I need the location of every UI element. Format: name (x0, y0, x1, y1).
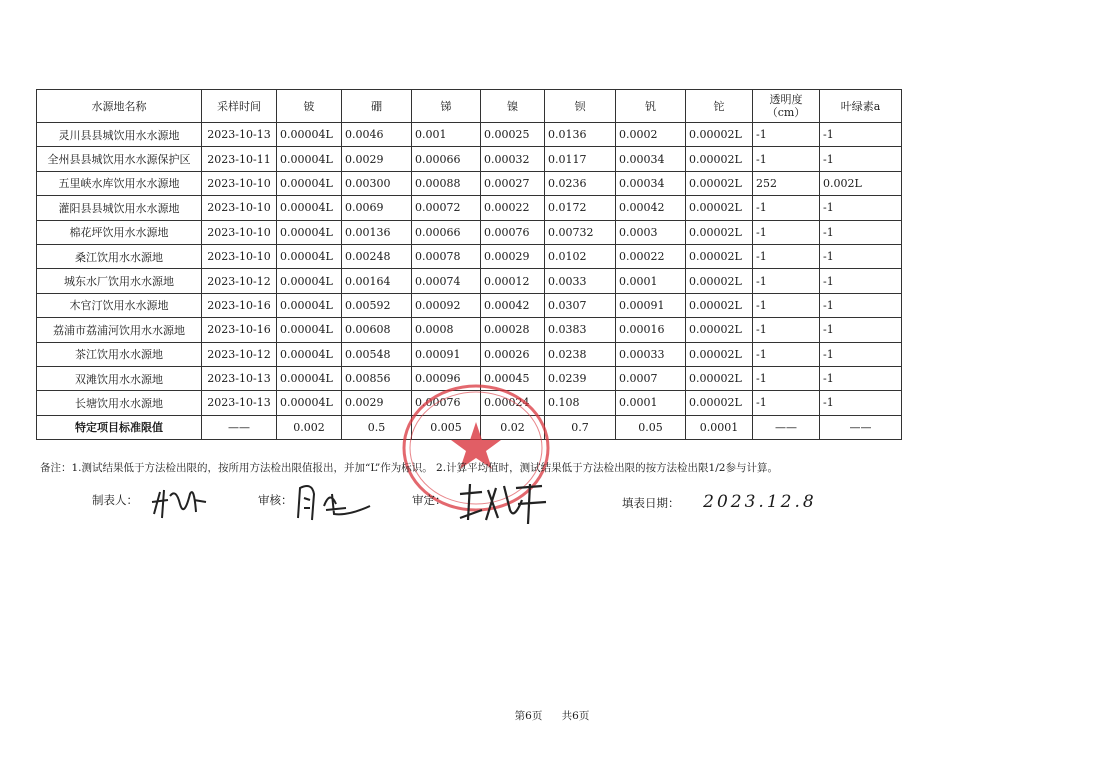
table-row (37, 147, 902, 171)
cell-tl: 0.00002L (686, 342, 753, 366)
cell-source-name: 双滩饮用水水源地 (37, 366, 202, 390)
reviewer-signature-row (258, 492, 293, 508)
cell-chlorophyll: -1 (820, 220, 902, 244)
cell-chlorophyll: -1 (820, 269, 902, 293)
cell-ni: 0.00024 (481, 391, 545, 415)
col-header-tl: 铊 (686, 90, 753, 123)
cell-transparency: -1 (753, 391, 820, 415)
cell-v: 0.00034 (616, 147, 686, 171)
date-value: 2023.12.8 (703, 492, 817, 512)
cell-v: 0.00034 (616, 171, 686, 195)
cell-source-name: 灌阳县县城饮用水水源地 (37, 196, 202, 220)
table-row (37, 269, 902, 293)
maker-signature (150, 484, 210, 524)
cell-chlorophyll: -1 (820, 244, 902, 268)
cell-tl: 0.00002L (686, 318, 753, 342)
cell-sb: 0.00088 (412, 171, 481, 195)
col-header-be: 铍 (277, 90, 342, 123)
cell-be: 0.00004L (277, 147, 342, 171)
limit-value: 0.0001 (686, 415, 753, 439)
cell-source-name: 木官汀饮用水水源地 (37, 293, 202, 317)
cell-transparency: -1 (753, 293, 820, 317)
cell-ba: 0.0307 (545, 293, 616, 317)
cell-sb: 0.00076 (412, 391, 481, 415)
cell-chlorophyll: -1 (820, 391, 902, 415)
cell-ba: 0.108 (545, 391, 616, 415)
page-number: 第6页 (514, 710, 543, 722)
table-row (37, 171, 902, 195)
cell-tl: 0.00002L (686, 293, 753, 317)
cell-chlorophyll: 0.002L (820, 171, 902, 195)
cell-be: 0.00004L (277, 293, 342, 317)
cell-be: 0.00004L (277, 171, 342, 195)
limit-value: 0.5 (342, 415, 412, 439)
cell-ba: 0.0136 (545, 123, 616, 147)
cell-tl: 0.00002L (686, 366, 753, 390)
cell-sb: 0.0008 (412, 318, 481, 342)
cell-chlorophyll: -1 (820, 196, 902, 220)
cell-be: 0.00004L (277, 318, 342, 342)
cell-sample-date: 2023-10-10 (202, 220, 277, 244)
col-header-transparency (753, 90, 820, 123)
cell-chlorophyll: -1 (820, 318, 902, 342)
cell-ni: 0.00028 (481, 318, 545, 342)
cell-sb: 0.001 (412, 123, 481, 147)
col-header-ni: 镍 (481, 90, 545, 123)
col-header-date: 采样时间 (202, 90, 277, 123)
col-header-b: 硼 (342, 90, 412, 123)
cell-tl: 0.00002L (686, 171, 753, 195)
cell-sample-date: 2023-10-13 (202, 391, 277, 415)
cell-tl: 0.00002L (686, 220, 753, 244)
maker-signature-row (92, 492, 138, 508)
cell-tl: 0.00002L (686, 123, 753, 147)
cell-source-name: 城东水厂饮用水水源地 (37, 269, 202, 293)
cell-transparency: -1 (753, 220, 820, 244)
cell-sb: 0.00096 (412, 366, 481, 390)
limit-value: 0.05 (616, 415, 686, 439)
cell-sample-date: 2023-10-13 (202, 123, 277, 147)
cell-tl: 0.00002L (686, 147, 753, 171)
cell-ni: 0.00029 (481, 244, 545, 268)
cell-source-name: 茶江饮用水水源地 (37, 342, 202, 366)
cell-ba: 0.0117 (545, 147, 616, 171)
cell-tl: 0.00002L (686, 269, 753, 293)
cell-sb: 0.00066 (412, 220, 481, 244)
cell-ni: 0.00012 (481, 269, 545, 293)
cell-be: 0.00004L (277, 366, 342, 390)
cell-ni: 0.00022 (481, 196, 545, 220)
cell-tl: 0.00002L (686, 244, 753, 268)
cell-chlorophyll: -1 (820, 123, 902, 147)
approver-signature (452, 480, 552, 528)
limit-value: 0.7 (545, 415, 616, 439)
cell-ba: 0.0172 (545, 196, 616, 220)
approver-label: 审定： (412, 493, 447, 507)
cell-sample-date: 2023-10-10 (202, 171, 277, 195)
cell-transparency: -1 (753, 342, 820, 366)
cell-transparency: -1 (753, 366, 820, 390)
col-header-v: 钒 (616, 90, 686, 123)
limit-value: —— (753, 415, 820, 439)
cell-b: 0.00548 (342, 342, 412, 366)
cell-b: 0.0029 (342, 147, 412, 171)
limit-row-label: 特定项目标准限值 (37, 415, 202, 439)
transparency-unit: （cm） (766, 106, 806, 119)
cell-v: 0.00042 (616, 196, 686, 220)
cell-transparency: 252 (753, 171, 820, 195)
cell-transparency: -1 (753, 147, 820, 171)
cell-transparency: -1 (753, 123, 820, 147)
cell-source-name: 灵川县县城饮用水水源地 (37, 123, 202, 147)
cell-b: 0.0069 (342, 196, 412, 220)
limit-value: 0.005 (412, 415, 481, 439)
cell-sample-date: 2023-10-16 (202, 293, 277, 317)
limit-value: —— (820, 415, 902, 439)
col-header-sb: 锑 (412, 90, 481, 123)
cell-v: 0.0001 (616, 269, 686, 293)
cell-source-name: 荔浦市荔浦河饮用水水源地 (37, 318, 202, 342)
cell-sample-date: 2023-10-10 (202, 196, 277, 220)
cell-b: 0.00248 (342, 244, 412, 268)
cell-chlorophyll: -1 (820, 293, 902, 317)
limit-value: —— (202, 415, 277, 439)
cell-transparency: -1 (753, 269, 820, 293)
cell-sample-date: 2023-10-10 (202, 244, 277, 268)
table-row (37, 293, 902, 317)
cell-be: 0.00004L (277, 244, 342, 268)
cell-be: 0.00004L (277, 342, 342, 366)
cell-chlorophyll: -1 (820, 342, 902, 366)
col-header-ba: 钡 (545, 90, 616, 123)
cell-sb: 0.00066 (412, 147, 481, 171)
cell-b: 0.00136 (342, 220, 412, 244)
cell-sb: 0.00072 (412, 196, 481, 220)
cell-sample-date: 2023-10-11 (202, 147, 277, 171)
cell-v: 0.0002 (616, 123, 686, 147)
table-row (37, 318, 902, 342)
cell-sb: 0.00091 (412, 342, 481, 366)
reviewer-signature (292, 480, 376, 524)
cell-ba: 0.0239 (545, 366, 616, 390)
cell-b: 0.0046 (342, 123, 412, 147)
cell-sample-date: 2023-10-13 (202, 366, 277, 390)
table-header-row (37, 90, 902, 123)
cell-tl: 0.00002L (686, 196, 753, 220)
cell-v: 0.00033 (616, 342, 686, 366)
cell-sb: 0.00078 (412, 244, 481, 268)
cell-source-name: 五里峡水库饮用水水源地 (37, 171, 202, 195)
cell-tl: 0.00002L (686, 391, 753, 415)
table-row (37, 244, 902, 268)
cell-b: 0.00300 (342, 171, 412, 195)
cell-transparency: -1 (753, 196, 820, 220)
cell-ba: 0.0383 (545, 318, 616, 342)
date-row (622, 492, 817, 512)
table-row (37, 123, 902, 147)
cell-v: 0.00022 (616, 244, 686, 268)
cell-sample-date: 2023-10-12 (202, 269, 277, 293)
remarks: 备注：1.测试结果低于方法检出限的，按所用方法检出限值报出，并加“L”作为标识。 2.计算平均值时，测试结果低于方法检出限的按方法检出限1/2参与计算。 (40, 462, 778, 474)
cell-be: 0.00004L (277, 391, 342, 415)
limit-value: 0.002 (277, 415, 342, 439)
cell-be: 0.00004L (277, 123, 342, 147)
cell-ba: 0.0236 (545, 171, 616, 195)
limit-value: 0.02 (481, 415, 545, 439)
cell-source-name: 桑江饮用水水源地 (37, 244, 202, 268)
cell-ni: 0.00025 (481, 123, 545, 147)
cell-v: 0.00091 (616, 293, 686, 317)
cell-b: 0.0029 (342, 391, 412, 415)
cell-be: 0.00004L (277, 220, 342, 244)
date-label: 填表日期： (622, 496, 680, 510)
col-header-source: 水源地名称 (37, 90, 202, 123)
cell-chlorophyll: -1 (820, 147, 902, 171)
cell-ni: 0.00045 (481, 366, 545, 390)
table-row (37, 196, 902, 220)
reviewer-label: 审核： (258, 493, 293, 507)
cell-chlorophyll: -1 (820, 366, 902, 390)
cell-ba: 0.0033 (545, 269, 616, 293)
cell-v: 0.0001 (616, 391, 686, 415)
cell-source-name: 长塘饮用水水源地 (37, 391, 202, 415)
approver-signature-row (412, 492, 447, 508)
cell-b: 0.00608 (342, 318, 412, 342)
cell-ba: 0.00732 (545, 220, 616, 244)
cell-ni: 0.00027 (481, 171, 545, 195)
cell-sample-date: 2023-10-12 (202, 342, 277, 366)
cell-b: 0.00592 (342, 293, 412, 317)
cell-be: 0.00004L (277, 196, 342, 220)
cell-sb: 0.00092 (412, 293, 481, 317)
cell-ba: 0.0238 (545, 342, 616, 366)
cell-source-name: 全州县县城饮用水水源保护区 (37, 147, 202, 171)
transparency-label: 透明度 (769, 93, 803, 106)
page-total: 共6页 (561, 710, 590, 722)
cell-v: 0.0003 (616, 220, 686, 244)
cell-ni: 0.00042 (481, 293, 545, 317)
cell-v: 0.0007 (616, 366, 686, 390)
cell-ni: 0.00076 (481, 220, 545, 244)
cell-be: 0.00004L (277, 269, 342, 293)
cell-b: 0.00164 (342, 269, 412, 293)
cell-b: 0.00856 (342, 366, 412, 390)
cell-transparency: -1 (753, 244, 820, 268)
col-header-chlorophyll: 叶绿素a (820, 90, 902, 123)
table-row (37, 220, 902, 244)
cell-sample-date: 2023-10-16 (202, 318, 277, 342)
table-row (37, 342, 902, 366)
cell-source-name: 棉花坪饮用水水源地 (37, 220, 202, 244)
cell-transparency: -1 (753, 318, 820, 342)
cell-v: 0.00016 (616, 318, 686, 342)
cell-ni: 0.00026 (481, 342, 545, 366)
page-footer (0, 708, 1104, 723)
maker-label: 制表人： (92, 493, 138, 507)
cell-ba: 0.0102 (545, 244, 616, 268)
cell-sb: 0.00074 (412, 269, 481, 293)
cell-ni: 0.00032 (481, 147, 545, 171)
